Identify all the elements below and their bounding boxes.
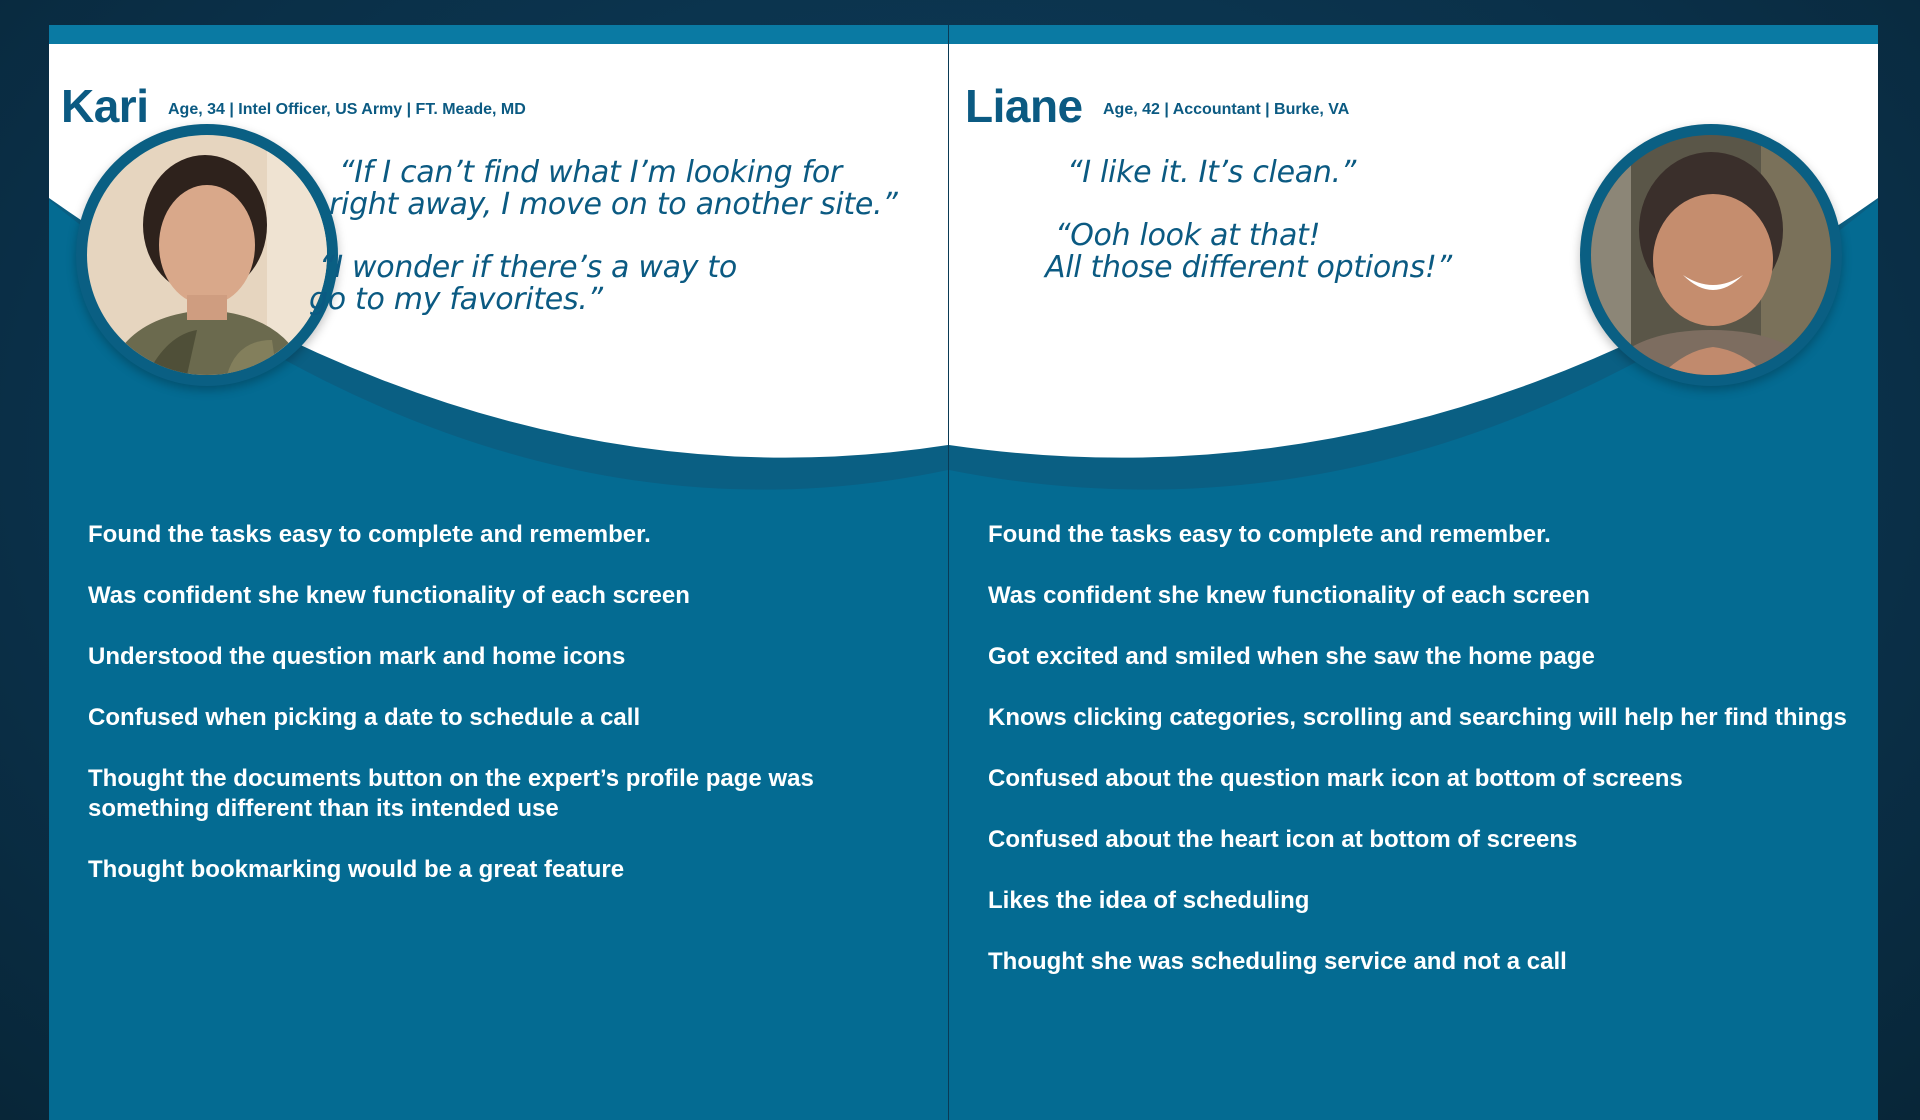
quote-line: right away, I move on to another site.”: [329, 187, 898, 222]
finding-item: Thought bookmarking would be a great feature: [88, 856, 625, 883]
persona-name: Liane: [965, 80, 1083, 132]
finding-item: Thought she was scheduling service and not a call: [988, 948, 1567, 975]
persona-details: Age, 34 | Intel Officer, US Army | FT. Meade, MD: [168, 101, 526, 118]
findings-list: [988, 520, 1847, 1008]
finding-item: Found the tasks easy to complete and remember.: [988, 521, 1551, 548]
finding-item: Likes the idea of scheduling: [988, 887, 1310, 914]
persona-details: Age, 42 | Accountant | Burke, VA: [1103, 101, 1350, 118]
quote-line: “Ooh look at that!: [1055, 218, 1321, 253]
quote-line: “I like it. It’s clean.”: [1067, 155, 1357, 190]
quote-line: go to my favorites.”: [309, 282, 603, 317]
finding-item: Was confident she knew functionality of each screen: [88, 582, 690, 609]
finding-item: Was confident she knew functionality of each screen: [988, 582, 1590, 609]
avatar: [76, 124, 338, 386]
finding-item: Knows clicking categories, scrolling and searching will help her find things: [988, 704, 1847, 731]
person-photo-icon: [1591, 135, 1831, 375]
finding-item: Confused when picking a date to schedule a call: [88, 704, 641, 731]
top-bar: [49, 25, 948, 44]
finding-item: Thought the documents button on the expert’s profile page was something different than its intended use: [88, 765, 814, 822]
quote-line: “I wonder if there’s a way to: [319, 250, 737, 285]
findings-list: [88, 520, 814, 916]
quote-line: “If I can’t find what I’m looking for: [339, 155, 842, 190]
finding-item: Confused about the heart icon at bottom of screens: [988, 826, 1578, 853]
finding-item: Found the tasks easy to complete and remember.: [88, 521, 651, 548]
persona-card-liane: [949, 25, 1878, 1120]
finding-item: Understood the question mark and home icons: [88, 643, 626, 670]
finding-item: Got excited and smiled when she saw the home page: [988, 643, 1595, 670]
persona-name: Kari: [61, 80, 149, 132]
persona-card-kari: [49, 25, 948, 1120]
finding-item: Confused about the question mark icon at bottom of screens: [988, 765, 1683, 792]
top-bar: [949, 25, 1878, 44]
person-photo-icon: [87, 135, 327, 375]
quote-line: All those different options!”: [1045, 250, 1452, 285]
avatar: [1580, 124, 1842, 386]
